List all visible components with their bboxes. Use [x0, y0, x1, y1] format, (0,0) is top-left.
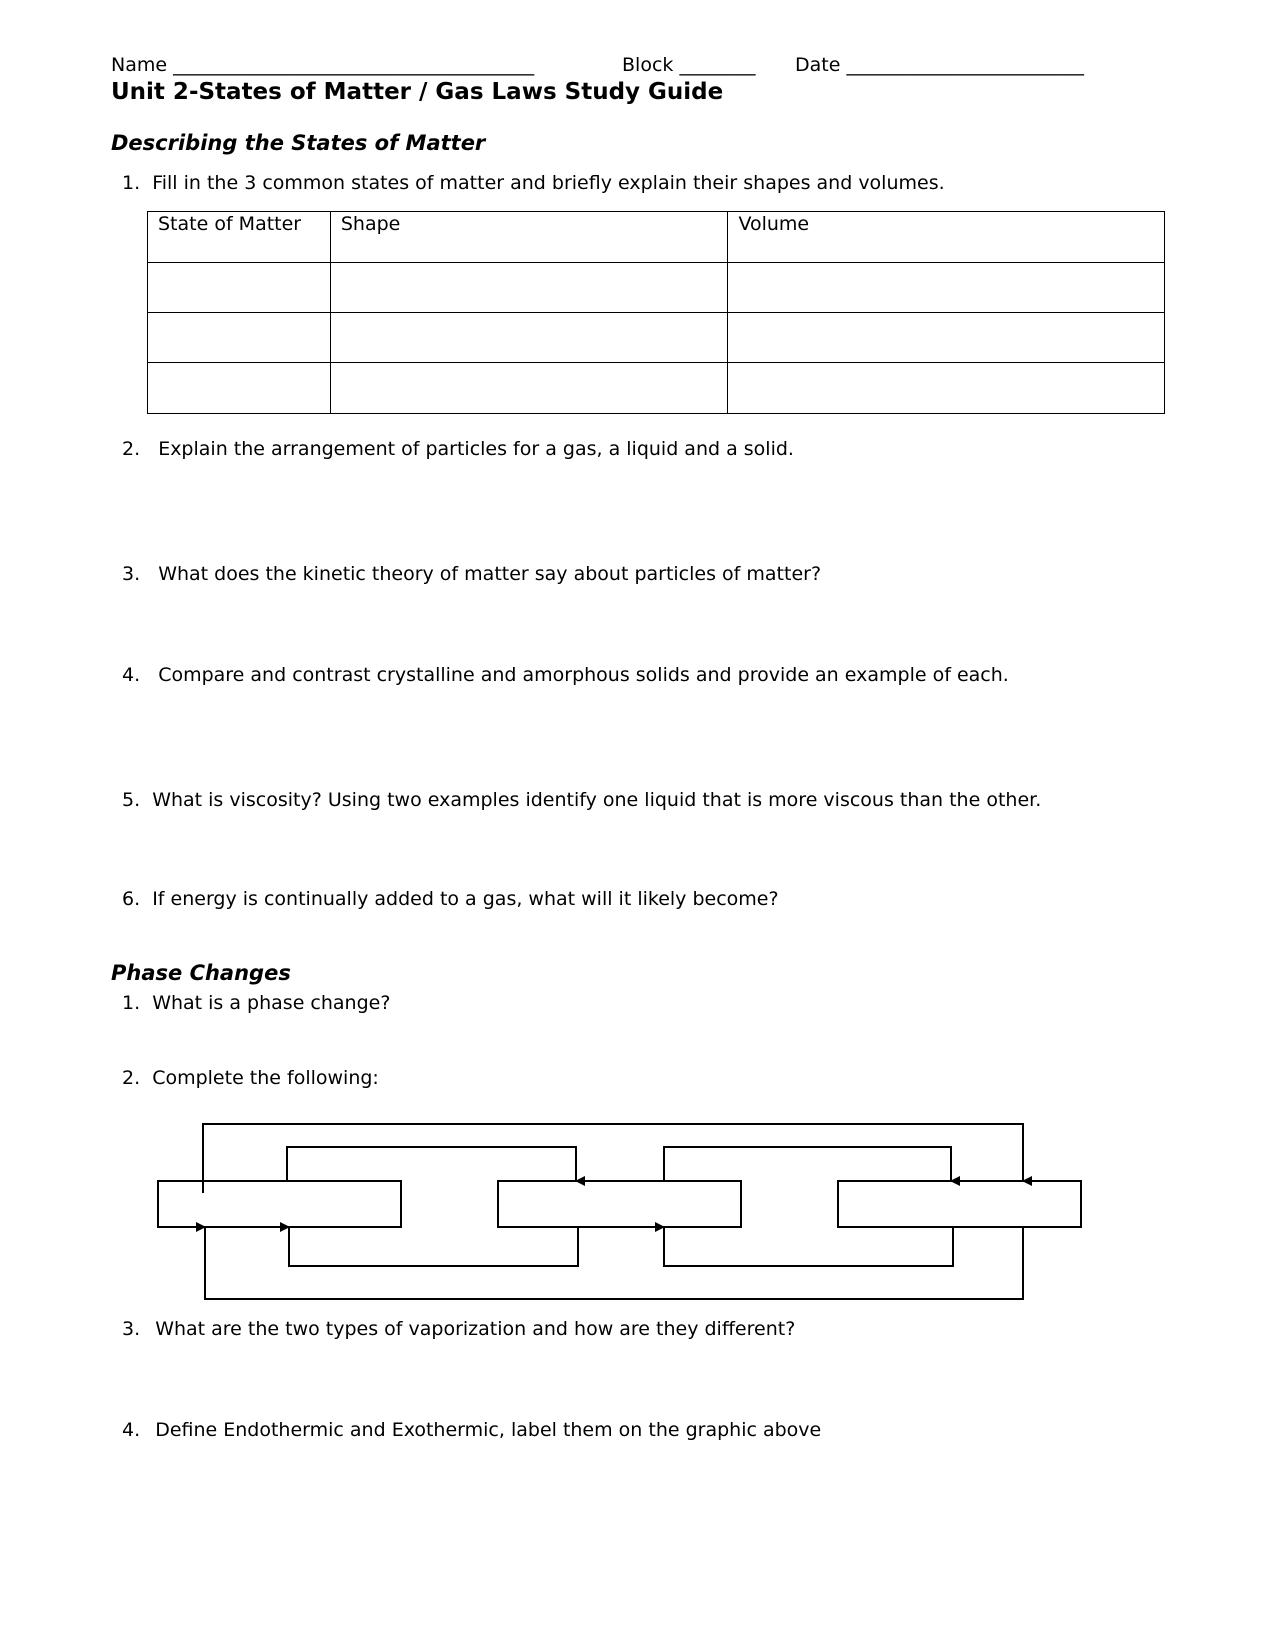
question-number: 3.	[122, 563, 141, 585]
arrow-bottom-inner-left	[289, 1227, 578, 1266]
phase-box-2[interactable]	[498, 1181, 741, 1227]
question-text: Define Endothermic and Exothermic, label them on the graphic above	[155, 1419, 822, 1441]
question-text: What are the two types of vaporization and how are they different?	[155, 1318, 796, 1340]
section-heading-states: Describing the States of Matter	[111, 131, 486, 155]
table-header-state: State of Matter	[148, 212, 331, 263]
table-header-shape: Shape	[330, 212, 728, 263]
page-title: Unit 2-States of Matter / Gas Laws Study Guide	[111, 79, 724, 105]
date-line[interactable]: _________________________	[846, 54, 1084, 76]
phase-box-1[interactable]	[158, 1181, 401, 1227]
question-text: If energy is continually added to a gas, what will it likely become?	[152, 888, 779, 910]
question-text: Fill in the 3 common states of matter and briefly explain their shapes and volumes.	[152, 172, 945, 194]
question-number: 2.	[122, 1067, 141, 1089]
phase-box-3[interactable]	[838, 1181, 1081, 1227]
question-text: What is viscosity? Using two examples identify one liquid that is more viscous than the other.	[152, 789, 1042, 811]
question-text: What does the kinetic theory of matter say about particles of matter?	[158, 563, 822, 585]
question-number: 3.	[122, 1318, 141, 1340]
arrow-top-inner-right	[664, 1147, 951, 1181]
question-s2-4	[122, 1419, 821, 1441]
question-text: Compare and contrast crystalline and amorphous solids and provide an example of each.	[158, 664, 1009, 686]
block-line[interactable]: ________	[679, 54, 756, 76]
arrow-bottom-outer	[205, 1227, 1023, 1299]
question-number: 5.	[122, 789, 141, 811]
arrow-top-outer	[203, 1124, 1023, 1193]
question-text: Complete the following:	[152, 1067, 379, 1089]
arrow-bottom-inner-right	[664, 1227, 953, 1266]
question-number: 1.	[122, 172, 141, 194]
question-number: 4.	[122, 1419, 141, 1441]
question-number: 4.	[122, 664, 141, 686]
question-s2-3	[122, 1318, 795, 1340]
question-number: 2.	[122, 438, 141, 460]
section-heading-phase-changes: Phase Changes	[111, 961, 291, 985]
name-label: Name	[111, 54, 168, 76]
arrow-top-inner-left	[287, 1147, 576, 1181]
question-number: 6.	[122, 888, 141, 910]
question-number: 1.	[122, 992, 141, 1014]
question-text: Explain the arrangement of particles for a gas, a liquid and a solid.	[158, 438, 794, 460]
name-line[interactable]: ______________________________________	[173, 54, 535, 76]
date-label: Date	[795, 54, 841, 76]
question-text: What is a phase change?	[152, 992, 391, 1014]
table-header-volume: Volume	[728, 212, 1165, 263]
block-label: Block	[622, 54, 674, 76]
